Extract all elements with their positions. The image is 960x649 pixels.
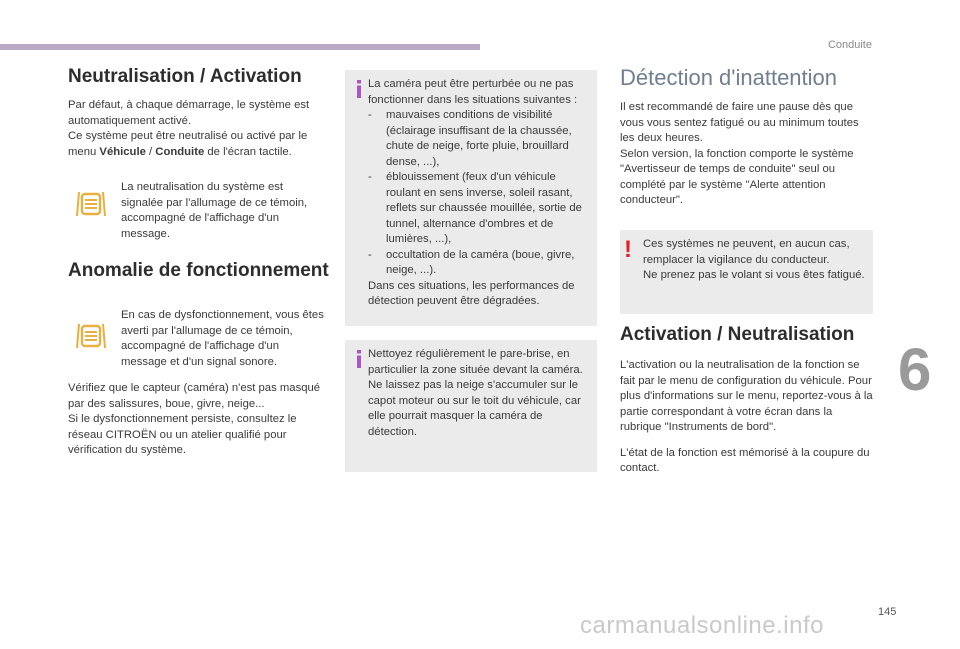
- snow-text: Ne laissez pas la neige s'accumuler sur le capot moteur ou sur le toit du véhicule, car elle pourrait masquer la caméra de détection.: [368, 379, 581, 438]
- warning-fatigue: Ne prenez pas le volant si vous êtes fatigué.: [643, 269, 865, 281]
- right-column: [620, 66, 876, 209]
- camera-intro: La caméra peut être perturbée ou ne pas fonctionner dans les situations suivantes :: [368, 78, 578, 106]
- heading-anomalie: Anomalie de fonctionnement: [68, 260, 329, 281]
- list-item: - éblouissement (feux d'un véhicule roulant en sens inverse, soleil rasant, reflets sur chaussée mouillée, sortie de tunnel, alternance d'ombres et de lumières, ...),: [368, 171, 582, 245]
- paragraph-menu-config: L'activation ou la neutralisation de la fonction se fait par le menu de configuration du véhicule. Pour plus d'informations sur le menu, reportez-vous à la partie correspondant à votre écran dans la rubrique "Instruments de bord".: [620, 359, 873, 433]
- cleaning-text: Nettoyez régulièrement le pare-brise, en particulier la zone située devant la caméra.: [368, 348, 583, 376]
- list-item: - occultation de la caméra (boue, givre, neige, ...).: [368, 248, 575, 276]
- paragraph-pause: Il est recommandé de faire une pause dès que vous vous sentez fatigué ou au minimum toutes les deux heures.: [620, 101, 859, 144]
- warning-vigilance: Ces systèmes ne peuvent, en aucun cas, remplacer la vigilance du conducteur.: [643, 238, 850, 266]
- paragraph-check-sensor: Vérifiez que le capteur (caméra) n'est pas masqué par des salissures, boue, givre, neige...: [68, 382, 321, 410]
- heading-neutralisation: Neutralisation / Activation: [68, 66, 302, 87]
- right-bottom: [620, 324, 876, 477]
- left-column: [68, 66, 330, 160]
- page-number: 145: [878, 606, 897, 618]
- heading-activation: Activation / Neutralisation: [620, 324, 855, 345]
- icon-text-neutralisation: La neutralisation du système est signalée par l'allumage de ce témoin, accompagné de l'affichage d'un message.: [121, 181, 308, 240]
- lane-warning-icon: [73, 186, 109, 222]
- lane-fault-icon: [73, 318, 109, 354]
- header-accent-bar: [0, 44, 480, 50]
- paragraph-version: Selon version, la fonction comporte le système "Avertisseur de temps de conduite" seul ou complété par le système "Alerte attention conducteur".: [620, 147, 854, 206]
- camera-outro: Dans ces situations, les performances de détection peuvent être dégradées.: [368, 279, 575, 307]
- info-box-camera: [345, 70, 597, 326]
- camera-conditions-list: [368, 108, 590, 279]
- list-item: - mauvaises conditions de visibilité (éclairage insuffisant de la chaussée, chute de neige, forte pluie, brouillard dense, ...),: [368, 109, 572, 168]
- menu-vehicule: Véhicule: [99, 145, 146, 158]
- paragraph-persist: Si le dysfonctionnement persiste, consultez le réseau CITROËN ou un atelier qualifié pour vérification du système.: [68, 413, 297, 456]
- paragraph-menu: Ce système peut être neutralisé ou activé par le menu Véhicule / Conduite de l'écran tactile.: [68, 130, 308, 158]
- left-bottom-text: [68, 381, 330, 459]
- icon-text-anomalie: En cas de dysfonctionnement, vous êtes averti par l'allumage de ce témoin, accompagné de l'affichage d'un message et d'un signal sonore.: [121, 309, 324, 368]
- section-title: Conduite: [827, 39, 872, 51]
- info-icon: [353, 80, 365, 98]
- chapter-number: 6: [898, 336, 932, 403]
- paragraph-default: Par défaut, à chaque démarrage, le système est automatiquement activé.: [68, 99, 310, 127]
- paragraph-memorised: L'état de la fonction est mémorisé à la coupure du contact.: [620, 446, 870, 474]
- heading-detection: Détection d'inattention: [620, 65, 838, 90]
- watermark: carmanualsonline.info: [580, 612, 824, 639]
- warning-icon: !: [624, 236, 632, 263]
- info-box-cleaning: [345, 340, 597, 472]
- menu-conduite: Conduite: [155, 145, 205, 158]
- info-icon: [353, 350, 365, 368]
- warning-box: [620, 230, 873, 314]
